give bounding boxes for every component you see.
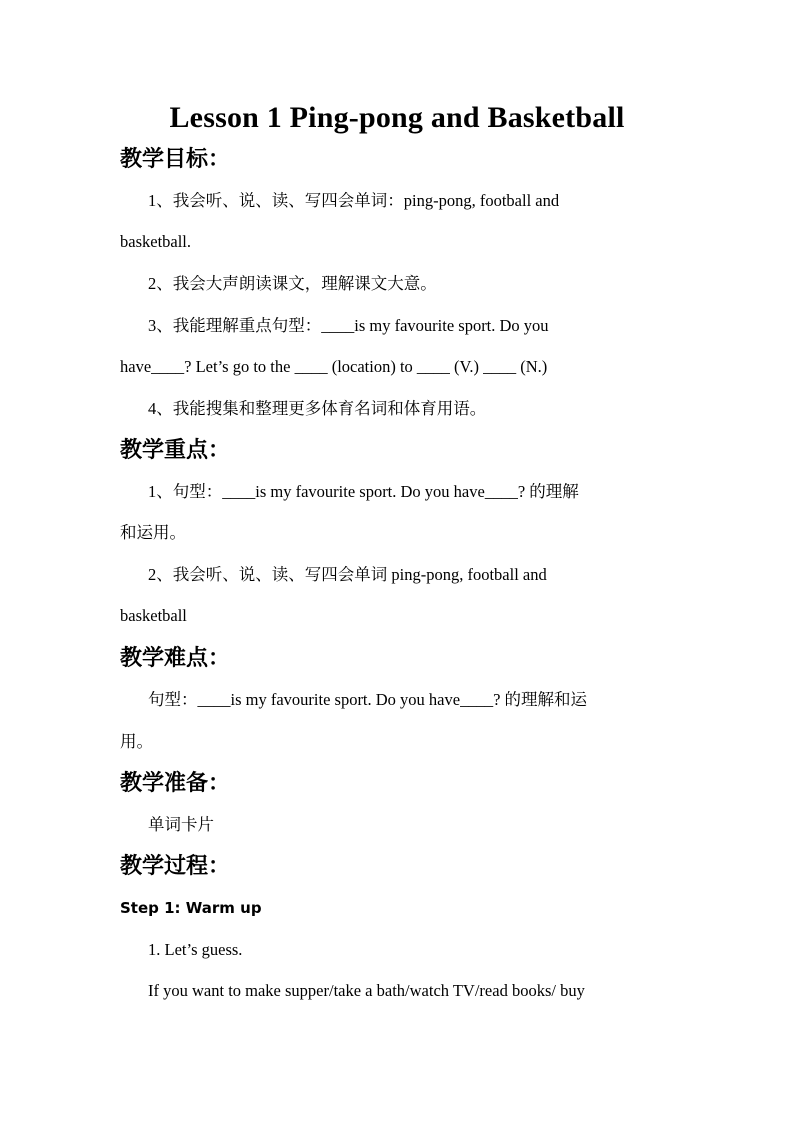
preparation-line-1: 单词卡片	[148, 815, 214, 834]
objectives-line-2: basketball.	[120, 232, 192, 251]
objectives-line-5: have____? Let’s go to the ____ (location) to ____ (V.) ____ (N.)	[120, 357, 548, 376]
difficulties-line-1: 句型：____is my favourite sport. Do you have____? 的理解和运	[148, 690, 588, 709]
objectives-heading: 教学目标：	[120, 147, 231, 172]
key-points-heading: 教学重点：	[120, 438, 231, 463]
key-points-line-1: 1、句型：____is my favourite sport. Do you have____? 的理解	[148, 482, 579, 501]
objectives-line-4: 3、我能理解重点句型：____is my favourite sport. Do you	[148, 316, 549, 335]
process-heading: 教学过程：	[120, 854, 231, 879]
objectives-line-6: 4、我能搜集和整理更多体育名词和体育用语。	[148, 399, 487, 418]
key-points-line-2: 和运用。	[120, 523, 186, 542]
key-points-line-3: 2、我会听、说、读、写四会单词 ping-pong, football and	[148, 565, 547, 584]
process-step-1: Step 1: Warm up	[120, 899, 262, 917]
difficulties-heading: 教学难点：	[120, 646, 231, 671]
process-line-1: 1. Let’s guess.	[148, 940, 243, 959]
objectives-line-1: 1、我会听、说、读、写四会单词：ping-pong, football and	[148, 191, 560, 210]
process-line-2: If you want to make supper/take a bath/watch TV/read books/ buy	[148, 981, 585, 1000]
document-title: Lesson 1 Ping-pong and Basketball	[169, 101, 625, 134]
preparation-heading: 教学准备：	[120, 771, 231, 796]
key-points-line-4: basketball	[120, 606, 187, 625]
difficulties-line-2: 用。	[120, 732, 153, 751]
objectives-line-3: 2、我会大声朗读课文，理解课文大意。	[148, 274, 437, 293]
